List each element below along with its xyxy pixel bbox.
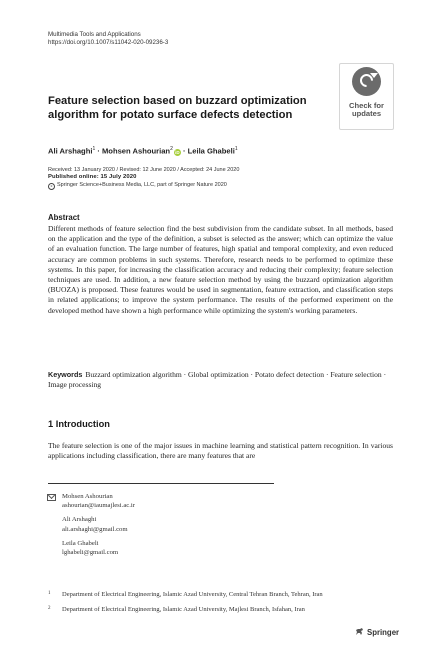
copyright-text: Springer Science+Business Media, LLC, part of Springer Nature 2020 [57, 182, 227, 188]
section-heading-introduction: 1 Introduction [48, 419, 110, 429]
affiliation-number: 2 [48, 606, 51, 611]
publisher-name: Springer [367, 628, 400, 637]
keywords-label: Keywords [48, 370, 83, 379]
contact-email[interactable]: ali.arshaghi@gmail.com [62, 525, 128, 533]
author-affil-sup: 1 [92, 146, 96, 152]
keywords-text: Buzzard optimization algorithm · Global optimization · Potato defect detection · Feature selection · Image processing [48, 370, 387, 390]
author-affil-sup: 2 [170, 146, 173, 152]
badge-line-1: Check for [348, 101, 385, 110]
affiliation-text: Department of Electrical Engineering, Islamic Azad University, Central Tehran Branch, Tehran, Iran [62, 591, 323, 598]
history-dates: Received: 13 January 2020 / Revised: 12 June 2020 / Accepted: 24 June 2020 [48, 167, 240, 173]
journal-name: Multimedia Tools and Applications [48, 31, 141, 38]
publisher-logo[interactable] [355, 628, 399, 637]
contact-entry [48, 539, 135, 557]
contact-list [48, 492, 135, 562]
check-for-updates-icon [352, 67, 381, 96]
contact-entry [48, 515, 135, 533]
journal-doi[interactable]: https://doi.org/10.1007/s11042-020-09236-3 [48, 39, 169, 47]
author-affil-sup: 1 [234, 146, 238, 152]
author-list: Ali Arshaghi$^1$ · Mohsen Ashourian$^2$iD · Leila Ghabeli$^1$ [48, 146, 238, 156]
affiliation-number: 1 [48, 591, 51, 596]
copyright-icon: c [48, 183, 55, 190]
contact-name: Leila Ghabeli [62, 539, 99, 547]
author-name[interactable]: Leila Ghabeli [187, 146, 235, 156]
contact-email[interactable]: ashourian@iaumajlesi.ac.ir [62, 502, 136, 510]
affiliation-2 [48, 606, 305, 613]
orcid-icon[interactable]: iD [175, 149, 180, 155]
author-name[interactable]: Mohsen Ashourian [101, 146, 171, 156]
abstract-text: Different methods of feature selection find the best subdivision from the candidate subset. In all methods, based on the application and the type of the definition, a subset is selected as the answer; which can optimize the value of an evaluation function. The large number of features, high spatial and temporal complexity, and even reduced accuracy are common problems in such systems. Therefore, research needs to be performed to optimize these systems. In this paper, for increasing the classification accuracy and reducing their complexity; feature selection techniques are used. In addition, a new feature selection method by using the buzzard optimization algorithm (BUOZA) is proposed. These features would be used in segmentation, feature extraction, and classification steps in related applications; to improve the system performance. The results of the performed experiment on the developed method have shown a high performance while optimizing the system's working parameters. [48, 224, 393, 315]
contact-email[interactable]: lghabeli@gmail.com [62, 549, 119, 557]
journal-header [48, 31, 168, 48]
author-name[interactable]: Ali Arshaghi [48, 146, 93, 156]
published-online: Published online: 15 July 2020 [48, 174, 137, 180]
introduction-text: The feature selection is one of the major issues in machine learning and statistical pattern recognition. In various applications including classification, there are many features that are [48, 441, 393, 461]
springer-horse-icon [355, 628, 364, 636]
contact-entry [48, 492, 135, 510]
copyright-line [48, 182, 227, 190]
footnote-divider [48, 483, 274, 484]
keywords [48, 370, 393, 390]
envelope-icon [47, 494, 56, 501]
abstract-heading: Abstract [48, 213, 80, 222]
contact-name: Mohsen Ashourian [62, 493, 113, 500]
badge-line-2: updates [351, 109, 382, 118]
contact-name: Ali Arshaghi [62, 516, 97, 524]
check-for-updates-badge[interactable] [339, 63, 394, 130]
affiliation-text: Department of Electrical Engineering, Islamic Azad University, Majlesi Branch, Isfahan, Iran [62, 606, 305, 613]
paper-title: Feature selection based on buzzard optimization algorithm for potato surface defects detection [48, 95, 307, 121]
affiliation-1 [48, 591, 323, 598]
